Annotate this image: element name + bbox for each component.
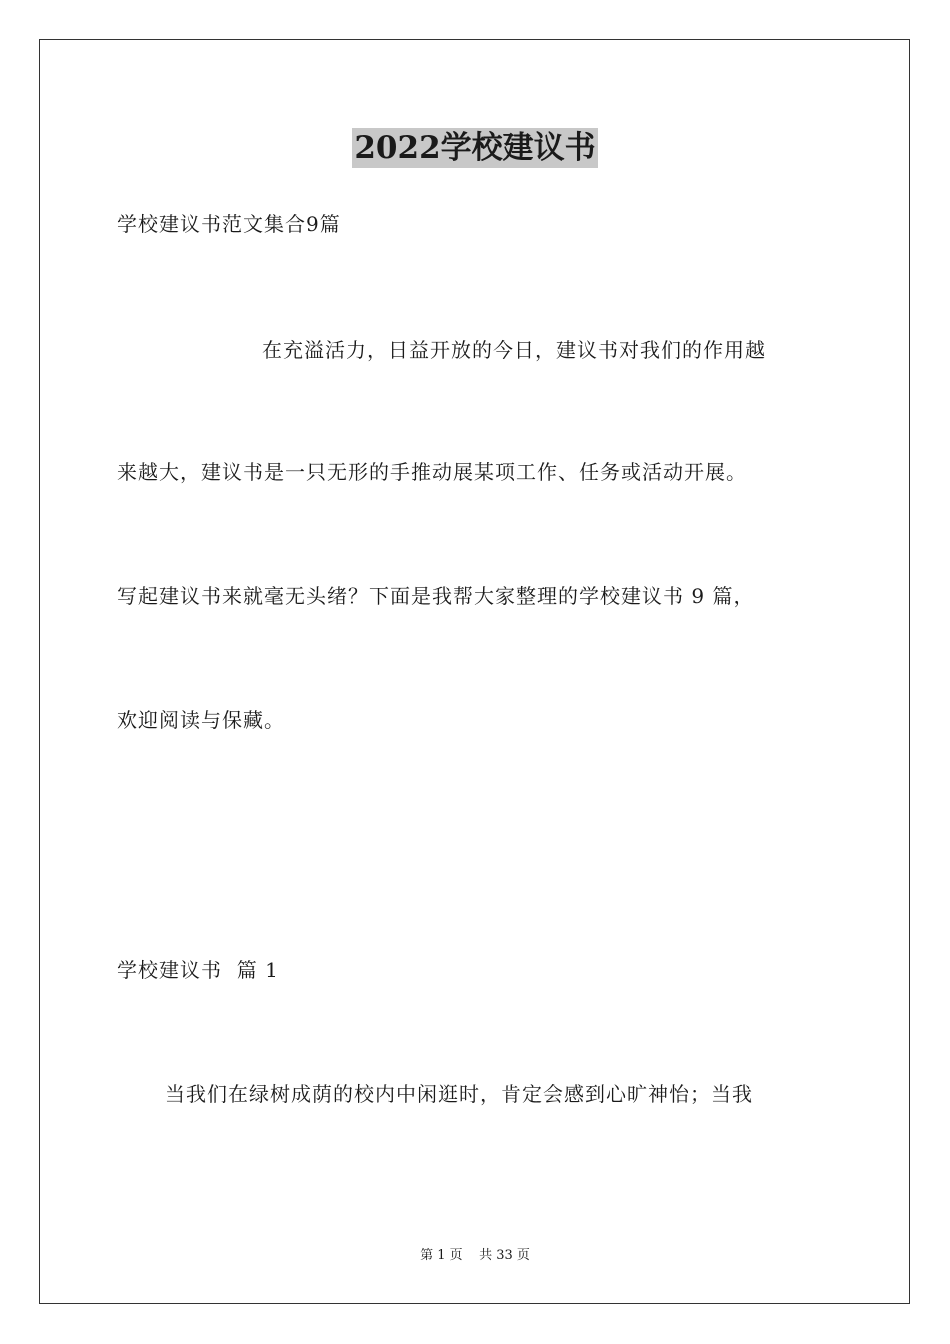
intro-line-4: 欢迎阅读与保藏。 [117, 708, 285, 732]
section-heading: 学校建议书 篇 1 [117, 958, 279, 982]
intro-line-2: 来越大，建议书是一只无形的手推动展某项工作、任务或活动开展。 [117, 460, 747, 484]
document-title-text: 2022学校建议书 [354, 130, 596, 166]
intro-line-1: 在充溢活力，日益开放的今日，建议书对我们的作用越 [262, 338, 766, 362]
document-title [0, 128, 950, 168]
document-subtitle: 学校建议书范文集合9篇 [117, 212, 341, 236]
page-number-footer [0, 1247, 950, 1265]
page-number-text: 第 1 页 共 33 页 [420, 1248, 530, 1263]
intro-line-3: 写起建议书来就毫无头绪？下面是我帮大家整理的学校建议书 9 篇， [117, 584, 755, 608]
section-first-line: 当我们在绿树成荫的校内中闲逛时，肯定会感到心旷神怡；当我 [165, 1082, 753, 1106]
